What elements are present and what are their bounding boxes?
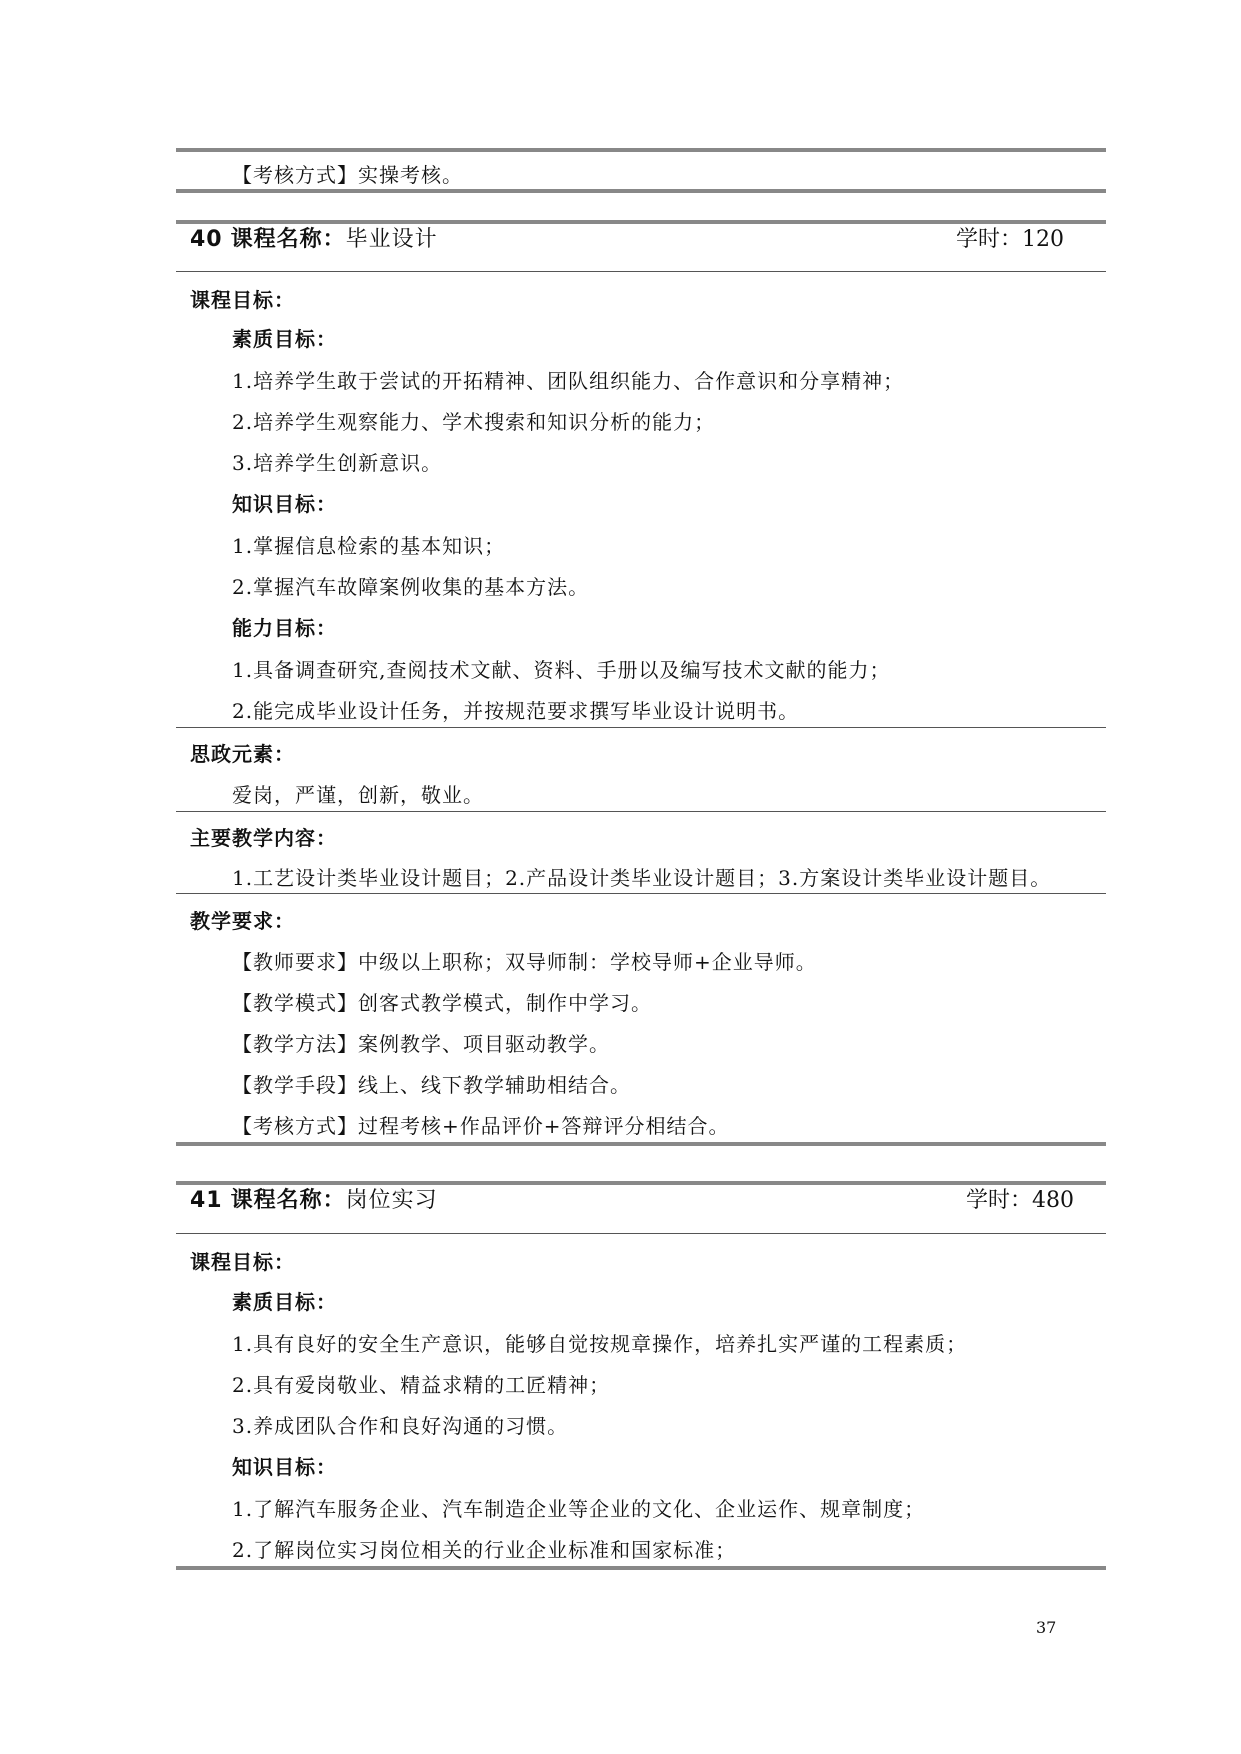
- course40-bottom-border: [176, 1142, 1106, 1146]
- course41-quality-heading: 素质目标：: [232, 1290, 337, 1314]
- course41-name: 岗位实习: [345, 1188, 438, 1213]
- page-number: 37: [1036, 1618, 1057, 1637]
- course41-hours: [966, 1188, 1074, 1214]
- course41-hours-value: 480: [1032, 1188, 1075, 1213]
- course40-ideology-text: 爱岗，严谨，创新，敬业。: [232, 783, 484, 807]
- course40-ideology-heading: 思政元素：: [190, 742, 295, 766]
- course41-quality-item-1: 1.具有良好的安全生产意识，能够自觉按规章操作，培养扎实严谨的工程素质；: [232, 1332, 968, 1356]
- course40-name: 毕业设计: [345, 227, 438, 252]
- course41-knowledge-item-1: 1.了解汽车服务企业、汽车制造企业等企业的文化、企业运作、规章制度；: [232, 1497, 926, 1521]
- table-top-border: [176, 148, 1106, 152]
- course40-hours: [956, 227, 1064, 253]
- course41-top-border: [176, 1181, 1106, 1185]
- course40-requirement-assessment: 【考核方式】过程考核+作品评价+答辩评分相结合。: [232, 1114, 730, 1138]
- course40-quality-heading: 素质目标：: [232, 327, 337, 351]
- course40-requirements-heading: 教学要求：: [190, 909, 295, 933]
- course41-knowledge-heading: 知识目标：: [232, 1455, 337, 1479]
- table-section-divider: [176, 189, 1106, 193]
- course40-requirement-teacher: 【教师要求】中级以上职称；双导师制：学校导师+企业导师。: [232, 950, 817, 974]
- course40-goals-heading: 课程目标：: [190, 288, 295, 312]
- course40-requirement-mode: 【教学模式】创客式教学模式，制作中学习。: [232, 991, 652, 1015]
- course40-requirement-method: 【教学方法】案例教学、项目驱动教学。: [232, 1032, 610, 1056]
- course40-hours-value: 120: [1022, 227, 1065, 252]
- course40-name-label: 课程名称：: [230, 227, 346, 252]
- course40-title: [190, 227, 438, 253]
- course41-hours-label: 学时：: [966, 1188, 1033, 1213]
- course41-knowledge-item-2: 2.了解岗位实习岗位相关的行业企业标准和国家标准；: [232, 1538, 737, 1562]
- course41-quality-item-3: 3.养成团队合作和良好沟通的习惯。: [232, 1414, 569, 1438]
- course40-content-divider: [176, 893, 1106, 894]
- course40-ability-item-2: 2.能完成毕业设计任务，并按规范要求撰写毕业设计说明书。: [232, 699, 800, 723]
- prev-assessment-text: 【考核方式】实操考核。: [232, 163, 463, 187]
- course40-goals-divider: [176, 727, 1106, 728]
- course41-name-label: 课程名称：: [230, 1188, 346, 1213]
- course40-knowledge-heading: 知识目标：: [232, 492, 337, 516]
- course40-knowledge-item-2: 2.掌握汽车故障案例收集的基本方法。: [232, 575, 590, 599]
- course40-number: 40: [190, 227, 223, 252]
- course40-ability-item-1: 1.具备调查研究,查阅技术文献、资料、手册以及编写技术文献的能力；: [232, 658, 891, 682]
- course40-hours-label: 学时：: [956, 227, 1023, 252]
- course41-title: [190, 1188, 438, 1214]
- course40-top-border: [176, 220, 1106, 224]
- course41-quality-item-2: 2.具有爱岗敬业、精益求精的工匠精神；: [232, 1373, 611, 1397]
- course40-ideology-divider: [176, 811, 1106, 812]
- course40-quality-item-1: 1.培养学生敢于尝试的开拓精神、团队组织能力、合作意识和分享精神；: [232, 369, 905, 393]
- course41-goals-heading: 课程目标：: [190, 1250, 295, 1274]
- course41-bottom-border: [176, 1566, 1106, 1570]
- course40-quality-item-2: 2.培养学生观察能力、学术搜索和知识分析的能力；: [232, 410, 716, 434]
- course40-quality-item-3: 3.培养学生创新意识。: [232, 451, 443, 475]
- course41-header-divider: [176, 1233, 1106, 1234]
- course40-requirement-means: 【教学手段】线上、线下教学辅助相结合。: [232, 1073, 631, 1097]
- course41-number: 41: [190, 1188, 223, 1213]
- course40-content-heading: 主要教学内容：: [190, 826, 337, 850]
- course40-knowledge-item-1: 1.掌握信息检索的基本知识；: [232, 534, 506, 558]
- course40-ability-heading: 能力目标：: [232, 616, 337, 640]
- course40-header-divider: [176, 271, 1106, 272]
- course40-content-text: 1.工艺设计类毕业设计题目；2.产品设计类毕业设计题目；3.方案设计类毕业设计题目。: [232, 866, 1052, 890]
